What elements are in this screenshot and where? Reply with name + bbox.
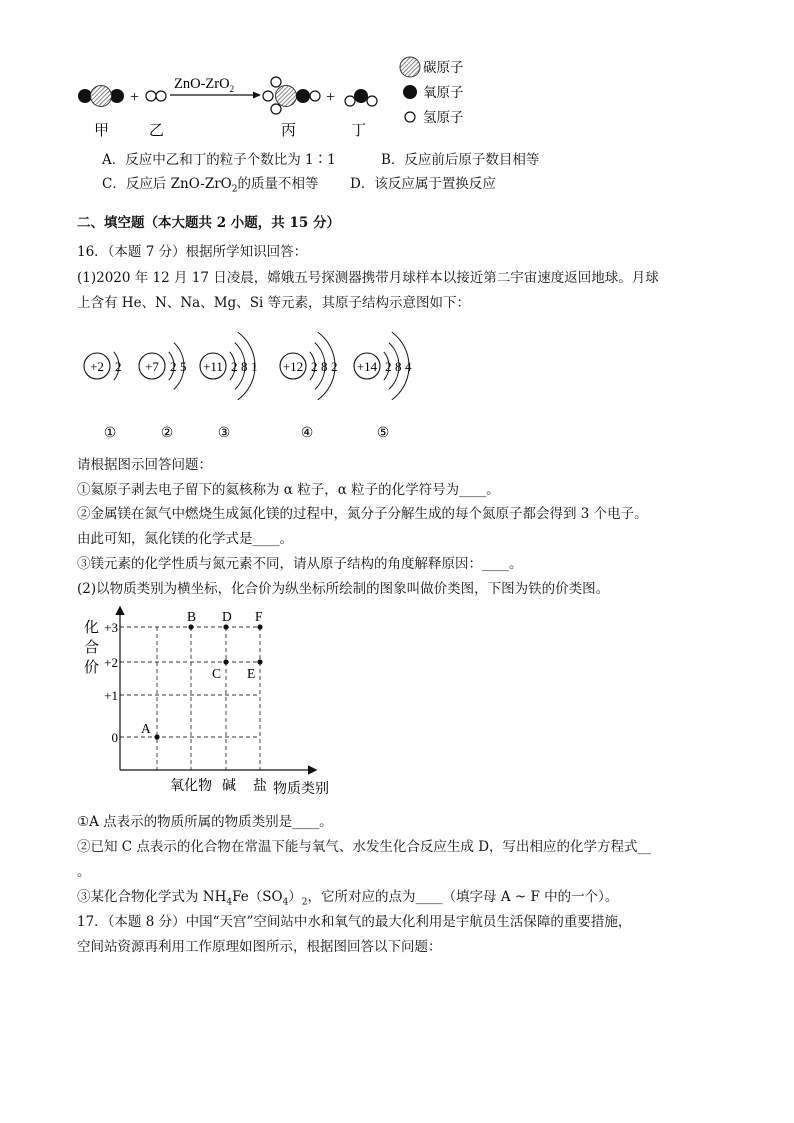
electron-count: 2 xyxy=(231,359,238,374)
electron-count: 2 xyxy=(115,359,122,374)
electron-count: 2 xyxy=(311,359,318,374)
x-tick-labels xyxy=(170,777,267,794)
y-axis-title-char: 合 xyxy=(84,640,100,656)
y-tick-label: 0 xyxy=(111,730,118,745)
label-ding: 丁 xyxy=(351,123,367,139)
point-label-A: A xyxy=(141,721,151,736)
y-tick-label: +1 xyxy=(104,688,118,703)
label-yi: 乙 xyxy=(149,123,165,139)
plus-sign-1: + xyxy=(130,89,140,106)
q16-q2-line1: ②已知 C 点表示的化合物在常温下能与氧气、水发生化合反应生成 D，写出相应的化学方程式__ xyxy=(77,839,652,855)
label-bing: 丙 xyxy=(281,123,297,139)
option-a: A．反应中乙和丁的粒子个数比为 1∶1 xyxy=(102,152,336,168)
q16-s3: ③镁元素的化学性质与氮元素不同，请从原子结构的角度解释原因：____。 xyxy=(77,556,523,572)
point-label-C: C xyxy=(212,666,222,681)
q17-line2: 空间站资源再利用工作原理如图所示，根据图回答以下问题： xyxy=(77,939,442,955)
atom-number: ⑤ xyxy=(376,426,390,441)
atom-diagram-2 xyxy=(139,343,187,441)
option-c: C．反应后 ZnO-ZrO$_2$的质量不相等 xyxy=(102,176,319,195)
reaction-arrow xyxy=(170,92,261,99)
q16-ask: 请根据图示回答问题： xyxy=(77,457,212,473)
atoms-group xyxy=(84,332,412,441)
nucleus-charge: +11 xyxy=(203,359,223,374)
q16-q1: ①A 点表示的物质所属的物质类别是____。 xyxy=(77,814,333,830)
electron-count: 8 xyxy=(321,359,328,374)
legend-hydrogen: 氢原子 xyxy=(423,110,464,125)
section-title: 二、填空题（本大题共 2 小题，共 15 分） xyxy=(77,215,340,231)
legend xyxy=(400,57,464,125)
atom-diagram-5 xyxy=(354,332,412,441)
x-tick-label: 碱 xyxy=(222,779,236,794)
option-b: B．反应前后原子数目相等 xyxy=(381,152,540,168)
q16-s2-line2: 由此可知，氮化镁的化学式是____。 xyxy=(77,531,293,547)
point-A xyxy=(154,734,159,739)
q16-p1-line1: (1)2020 年 12 月 17 日凌晨，嫦娥五号探测器携带月球样本以接近第二宇宙速度返回地球。月球 xyxy=(77,270,659,286)
nucleus-charge: +12 xyxy=(282,359,304,374)
atom-number: ④ xyxy=(300,426,314,441)
atom-diagram-4 xyxy=(280,332,338,441)
chart-points xyxy=(141,609,263,740)
y-tick-label: +3 xyxy=(104,620,118,635)
molecule-ding xyxy=(345,89,377,106)
nucleus-charge: +2 xyxy=(90,359,104,374)
q16-intro: 16．（本题 7 分）根据所学知识回答： xyxy=(77,244,308,260)
iron-valence-chart xyxy=(70,600,360,800)
catalyst-label: ZnO-ZrO$_2$ xyxy=(174,76,235,94)
point-C xyxy=(223,659,228,664)
point-label-F: F xyxy=(255,609,263,624)
point-label-D: D xyxy=(222,609,232,624)
point-label-B: B xyxy=(187,609,197,624)
x-tick-label: 盐 xyxy=(253,779,267,794)
y-axis-title-char: 价 xyxy=(84,660,100,676)
reaction-diagram xyxy=(60,55,580,145)
point-D xyxy=(223,624,228,629)
electron-count: 2 xyxy=(170,359,177,374)
atom-number: ① xyxy=(103,426,117,441)
electron-count: 5 xyxy=(180,359,187,374)
nucleus-charge: +14 xyxy=(356,359,378,374)
legend-carbon: 碳原子 xyxy=(423,60,464,75)
molecule-jia xyxy=(78,86,124,107)
atom-number: ② xyxy=(160,426,174,441)
electron-count: 1 xyxy=(251,359,258,374)
atom-diagram-1 xyxy=(84,352,122,441)
chart-grid xyxy=(120,627,260,770)
atom-number: ③ xyxy=(217,426,231,441)
electron-count: 2 xyxy=(331,359,338,374)
point-F xyxy=(257,624,262,629)
y-tick-labels xyxy=(104,620,118,745)
plus-sign-2: + xyxy=(326,89,336,106)
electron-count: 2 xyxy=(385,359,392,374)
option-d: D．该反应属于置换反应 xyxy=(350,176,496,192)
q16-q3: ③某化合物化学式为 $NH_4Fe(SO_4)_2$，它所对应的点为____（填字母 A ~ F 中的一个）。 xyxy=(77,889,619,908)
electron-count: 4 xyxy=(405,359,412,374)
point-E xyxy=(257,659,262,664)
nucleus-charge: +7 xyxy=(145,359,159,374)
x-axis-title: 物质类别 xyxy=(273,782,329,797)
molecule-bing xyxy=(263,77,320,114)
electron-count: 8 xyxy=(395,359,402,374)
atom-structure-diagrams xyxy=(70,312,450,447)
electron-count: 8 xyxy=(241,359,248,374)
point-label-E: E xyxy=(247,666,256,681)
label-jia: 甲 xyxy=(94,123,110,139)
point-B xyxy=(188,624,193,629)
q16-q2-line2: 。 xyxy=(77,864,91,880)
q17-line1: 17．（本题 8 分）中国“天宫”空间站中水和氧气的最大化利用是宇航员生活保障的重要措施， xyxy=(77,914,632,930)
molecule-yi xyxy=(146,91,166,101)
legend-oxygen: 氧原子 xyxy=(423,85,464,100)
q16-p1-line2: 上含有 He、N、Na、Mg、Si 等元素，其原子结构示意图如下： xyxy=(77,295,471,311)
y-axis-title-char: 化 xyxy=(84,620,100,636)
atom-diagram-3 xyxy=(200,332,258,441)
q16-s2-line1: ②金属镁在氮气中燃烧生成氮化镁的过程中，氮分子分解生成的每个氮原子都会得到 3 个电子。 xyxy=(77,506,648,522)
y-tick-label: +2 xyxy=(104,655,118,670)
x-tick-label: 氧化物 xyxy=(170,779,212,794)
y-axis-title xyxy=(84,619,99,676)
q16-s1: ①氦原子剥去电子留下的氦核称为 α 粒子，α 粒子的化学符号为____。 xyxy=(77,482,500,498)
q16-p2: (2)以物质类别为横坐标，化合价为纵坐标所绘制的图象叫做价类图，下图为铁的价类图。 xyxy=(77,581,610,597)
